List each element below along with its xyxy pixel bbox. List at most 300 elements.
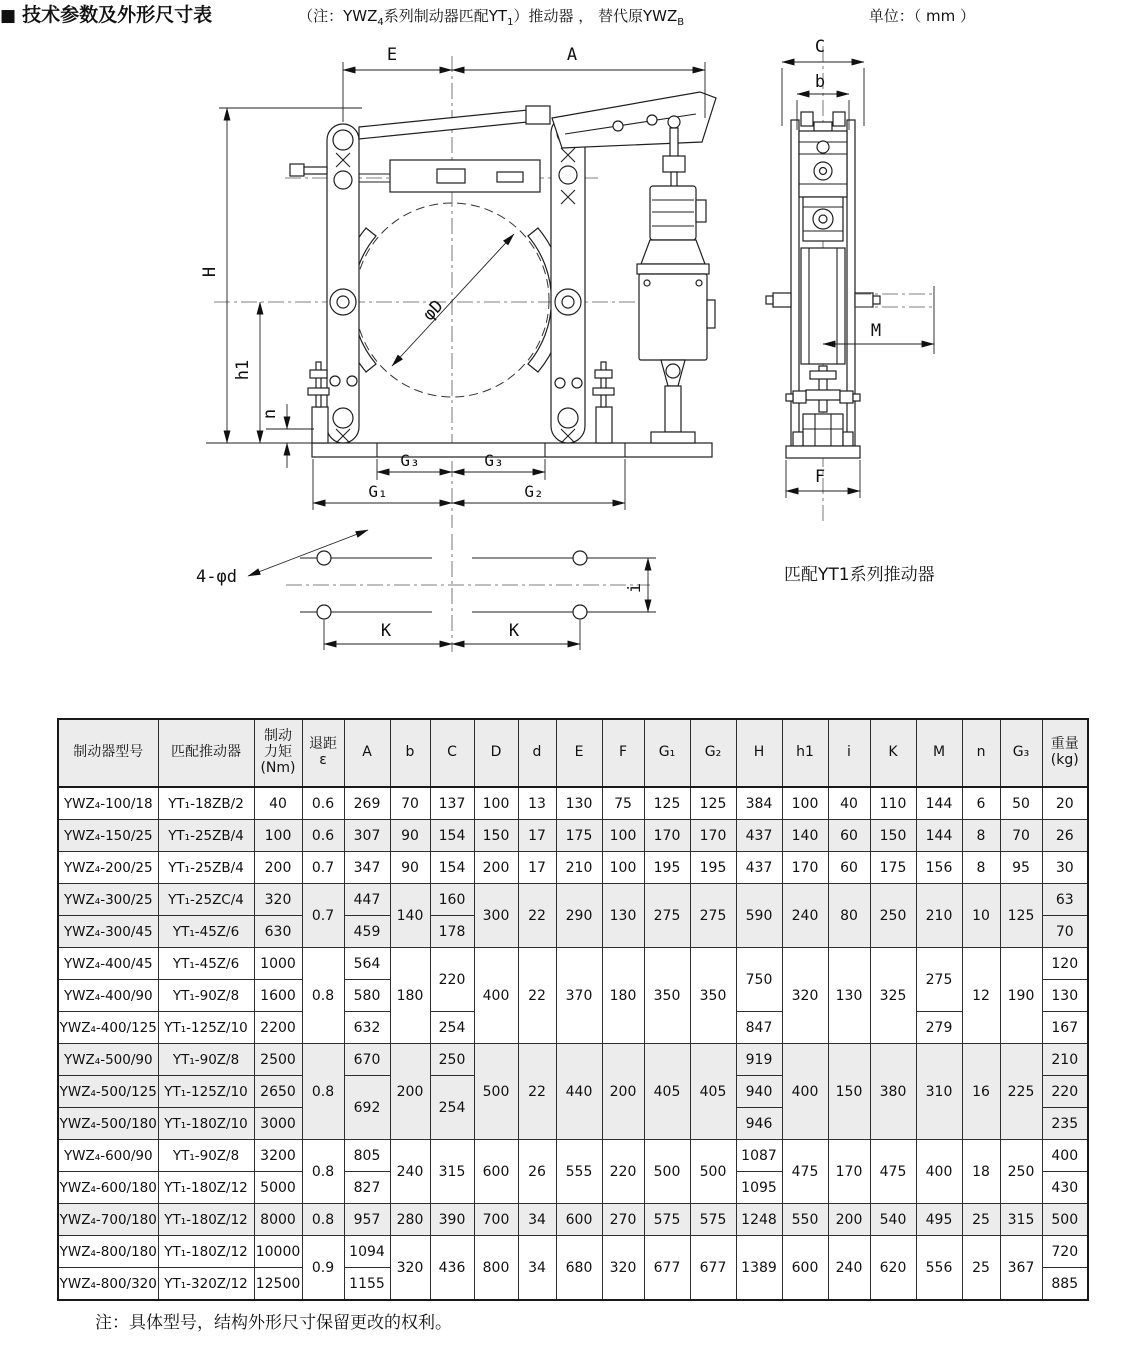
table-cell: 0.8: [302, 1140, 344, 1204]
table-cell: 275: [916, 948, 962, 1012]
table-cell: 175: [556, 820, 602, 852]
table-cell: 1155: [344, 1268, 390, 1301]
table-cell: 137: [430, 787, 474, 820]
table-cell: 384: [736, 787, 782, 820]
column-header: 制动 力矩 (Nm): [254, 719, 302, 787]
table-cell: 30: [1042, 852, 1088, 884]
table-cell: 125: [644, 787, 690, 820]
table-cell: 150: [474, 820, 518, 852]
table-row: [58, 1140, 1088, 1172]
foundation-bolt-left: [308, 362, 329, 443]
table-cell: 250: [430, 1044, 474, 1076]
table-cell: 2200: [254, 1012, 302, 1044]
dim-label-m: M: [870, 321, 882, 341]
table-cell: 70: [1000, 820, 1042, 852]
table-cell: 130: [602, 884, 644, 948]
table-cell: 847: [736, 1012, 782, 1044]
table-cell: 0.8: [302, 948, 344, 1044]
mounting-hole: [573, 551, 587, 565]
dim-label-g2: G₂: [524, 482, 544, 501]
dim-label-f: F: [814, 467, 826, 487]
column-header: G₂: [690, 719, 736, 787]
table-cell: 154: [430, 852, 474, 884]
table-cell: 144: [916, 787, 962, 820]
table-cell: 210: [556, 852, 602, 884]
table-cell: 459: [344, 916, 390, 948]
table-row: [58, 948, 1088, 980]
table-cell: 620: [870, 1236, 916, 1301]
table-cell: 235: [1042, 1108, 1088, 1140]
table-cell: 13: [518, 787, 556, 820]
table-cell: 10: [962, 884, 1000, 948]
table-cell: 0.7: [302, 852, 344, 884]
table-cell: 350: [644, 948, 690, 1044]
bottom-dimensions: [196, 530, 656, 650]
table-cell: 195: [690, 852, 736, 884]
table-header-row: [58, 719, 1088, 787]
table-row: [58, 820, 1088, 852]
table-cell: 280: [390, 1204, 430, 1236]
bottom-view: [196, 530, 935, 652]
table-cell: 300: [474, 884, 518, 948]
table-cell: 0.6: [302, 787, 344, 820]
table-cell: 405: [690, 1044, 736, 1140]
table-cell: 160: [430, 884, 474, 916]
table-cell: 16: [962, 1044, 1000, 1140]
table-cell: 240: [782, 884, 828, 948]
table-row: [58, 884, 1088, 916]
table-cell: 957: [344, 1204, 390, 1236]
dim-label-i: i: [625, 582, 645, 594]
release-lever: [552, 92, 716, 148]
table-cell: 310: [916, 1044, 962, 1140]
table-cell: 8: [962, 852, 1000, 884]
table-cell: 80: [828, 884, 870, 948]
foundation-bolt-right: [593, 362, 614, 443]
table-cell: 805: [344, 1140, 390, 1172]
table-cell: 320: [254, 884, 302, 916]
table-cell: YT₁-45Z/6: [158, 948, 254, 980]
table-cell: 225: [1000, 1044, 1042, 1140]
table-cell: 500: [690, 1140, 736, 1204]
table-cell: 500: [1042, 1204, 1088, 1236]
table-cell: 240: [828, 1236, 870, 1301]
table-cell: 575: [690, 1204, 736, 1236]
table-cell: 100: [254, 820, 302, 852]
column-header: b: [390, 719, 430, 787]
table-cell: 1087: [736, 1140, 782, 1172]
column-header: 制动器型号: [58, 719, 158, 787]
table-cell: 275: [690, 884, 736, 948]
table-cell: 270: [602, 1204, 644, 1236]
table-cell: 100: [602, 820, 644, 852]
table-cell: 400: [916, 1140, 962, 1204]
table-cell: 170: [644, 820, 690, 852]
table-cell: 2650: [254, 1076, 302, 1108]
table-cell: 200: [828, 1204, 870, 1236]
table-cell: 154: [430, 820, 474, 852]
table-cell: 720: [1042, 1236, 1088, 1268]
table-cell: 400: [782, 1044, 828, 1140]
table-cell: 140: [390, 884, 430, 948]
table-cell: YT₁-180Z/12: [158, 1204, 254, 1236]
dim-label-h1: h1: [233, 359, 253, 381]
table-cell: YWZ₄-500/125: [58, 1076, 158, 1108]
column-header: H: [736, 719, 782, 787]
table-cell: 150: [828, 1044, 870, 1140]
table-cell: 90: [390, 820, 430, 852]
column-header: A: [344, 719, 390, 787]
dim-label-h: H: [200, 266, 220, 278]
table-cell: 437: [736, 852, 782, 884]
table-cell: 130: [1042, 980, 1088, 1012]
table-cell: YWZ₄-600/180: [58, 1172, 158, 1204]
table-cell: 50: [1000, 787, 1042, 820]
table-cell: 22: [518, 948, 556, 1044]
table-cell: 5000: [254, 1172, 302, 1204]
spec-table: [57, 718, 1089, 1301]
technical-drawing: [0, 0, 1145, 660]
table-cell: YWZ₄-700/180: [58, 1204, 158, 1236]
table-cell: 325: [870, 948, 916, 1044]
footnote: 注：具体型号，结构外形尺寸保留更改的权利。: [95, 1313, 452, 1333]
table-cell: 540: [870, 1204, 916, 1236]
table-cell: 692: [344, 1076, 390, 1140]
table-row: [58, 1044, 1088, 1076]
table-cell: 170: [828, 1140, 870, 1204]
table-cell: 3200: [254, 1140, 302, 1172]
table-cell: 10000: [254, 1236, 302, 1268]
table-cell: 63: [1042, 884, 1088, 916]
table-cell: 40: [254, 787, 302, 820]
table-cell: 632: [344, 1012, 390, 1044]
table-cell: YT₁-125Z/10: [158, 1076, 254, 1108]
table-cell: 1000: [254, 948, 302, 980]
table-cell: 17: [518, 820, 556, 852]
table-cell: 22: [518, 1044, 556, 1140]
table-cell: 167: [1042, 1012, 1088, 1044]
table-cell: 556: [916, 1236, 962, 1301]
table-row: [58, 852, 1088, 884]
column-header: d: [518, 719, 556, 787]
table-cell: 200: [254, 852, 302, 884]
table-cell: 110: [870, 787, 916, 820]
table-cell: YWZ₄-300/45: [58, 916, 158, 948]
table-cell: 156: [916, 852, 962, 884]
table-cell: 220: [1042, 1076, 1088, 1108]
table-cell: 190: [1000, 948, 1042, 1044]
table-cell: 436: [430, 1236, 474, 1301]
dim-label-c: C: [814, 37, 826, 57]
table-cell: 144: [916, 820, 962, 852]
table-cell: 0.8: [302, 1044, 344, 1140]
hydraulic-thruster: [637, 128, 715, 443]
table-cell: 12: [962, 948, 1000, 1044]
table-cell: 140: [782, 820, 828, 852]
table-cell: 1389: [736, 1236, 782, 1301]
spring-housing: [359, 160, 540, 192]
table-cell: 3000: [254, 1108, 302, 1140]
column-header: G₃: [1000, 719, 1042, 787]
table-cell: 34: [518, 1204, 556, 1236]
table-cell: 170: [690, 820, 736, 852]
table-cell: YWZ₄-200/25: [58, 852, 158, 884]
table-cell: 1094: [344, 1236, 390, 1268]
table-cell: YT₁-25ZB/4: [158, 852, 254, 884]
table-cell: 290: [556, 884, 602, 948]
table-cell: 500: [644, 1140, 690, 1204]
thruster-match-note: 匹配YT1系列推动器: [784, 565, 935, 585]
table-cell: 18: [962, 1140, 1000, 1204]
table-cell: 269: [344, 787, 390, 820]
table-cell: YT₁-25ZC/4: [158, 884, 254, 916]
table-cell: 26: [518, 1140, 556, 1204]
table-cell: 600: [556, 1204, 602, 1236]
table-cell: 120: [1042, 948, 1088, 980]
table-cell: 1600: [254, 980, 302, 1012]
table-cell: 6: [962, 787, 1000, 820]
table-cell: 347: [344, 852, 390, 884]
table-cell: YWZ₄-500/180: [58, 1108, 158, 1140]
dim-label-g3-right: G₃: [484, 451, 504, 470]
table-cell: 254: [430, 1012, 474, 1044]
table-cell: 250: [870, 884, 916, 948]
table-cell: 25: [962, 1236, 1000, 1301]
table-cell: YT₁-180Z/12: [158, 1172, 254, 1204]
table-cell: 405: [644, 1044, 690, 1140]
dim-label-4-phi-d: 4-φd: [196, 567, 237, 587]
table-cell: 475: [870, 1140, 916, 1204]
table-cell: YT₁-125Z/10: [158, 1012, 254, 1044]
table-cell: 8000: [254, 1204, 302, 1236]
table-cell: 320: [602, 1236, 644, 1301]
table-cell: 195: [644, 852, 690, 884]
table-cell: 130: [828, 948, 870, 1044]
table-cell: 279: [916, 1012, 962, 1044]
side-body: [766, 112, 880, 458]
column-header: E: [556, 719, 602, 787]
section-title: [0, 0, 212, 27]
table-cell: 95: [1000, 852, 1042, 884]
table-cell: YWZ₄-400/125: [58, 1012, 158, 1044]
table-cell: YT₁-90Z/8: [158, 1044, 254, 1076]
table-cell: 670: [344, 1044, 390, 1076]
table-cell: 8: [962, 820, 1000, 852]
table-cell: 240: [390, 1140, 430, 1204]
table-cell: 175: [870, 852, 916, 884]
table-cell: 26: [1042, 820, 1088, 852]
table-cell: 550: [782, 1204, 828, 1236]
column-header: 退距 ε: [302, 719, 344, 787]
table-cell: 475: [782, 1140, 828, 1204]
side-view: [766, 37, 936, 522]
column-header: C: [430, 719, 474, 787]
table-cell: 600: [474, 1140, 518, 1204]
table-cell: 125: [1000, 884, 1042, 948]
table-cell: 125: [690, 787, 736, 820]
dim-label-n: n: [260, 408, 280, 420]
column-header: K: [870, 719, 916, 787]
note-sub-1: 1: [507, 17, 514, 28]
table-cell: 600: [782, 1236, 828, 1301]
table-cell: 440: [556, 1044, 602, 1140]
table-cell: 200: [602, 1044, 644, 1140]
base-plate: [312, 443, 712, 457]
table-cell: 25: [962, 1204, 1000, 1236]
dim-label-k-right: K: [508, 621, 520, 641]
table-cell: 275: [644, 884, 690, 948]
column-header: F: [602, 719, 644, 787]
table-cell: 2500: [254, 1044, 302, 1076]
table-cell: 940: [736, 1076, 782, 1108]
table-cell: 430: [1042, 1172, 1088, 1204]
table-cell: 220: [430, 948, 474, 1012]
table-cell: 400: [1042, 1140, 1088, 1172]
table-cell: YT₁-45Z/6: [158, 916, 254, 948]
table-cell: 178: [430, 916, 474, 948]
table-cell: 700: [474, 1204, 518, 1236]
dim-label-g1: G₁: [368, 482, 388, 501]
table-cell: 677: [644, 1236, 690, 1301]
table-cell: 22: [518, 884, 556, 948]
table-cell: YT₁-90Z/8: [158, 980, 254, 1012]
table-cell: 500: [474, 1044, 518, 1140]
table-cell: YT₁-180Z/12: [158, 1236, 254, 1268]
table-cell: 575: [644, 1204, 690, 1236]
table-cell: 885: [1042, 1268, 1088, 1301]
table-cell: 254: [430, 1076, 474, 1140]
table-cell: 12500: [254, 1268, 302, 1301]
table-cell: 370: [556, 948, 602, 1044]
spec-table-body: [58, 787, 1088, 1300]
table-cell: YWZ₄-400/45: [58, 948, 158, 980]
table-cell: YWZ₄-300/25: [58, 884, 158, 916]
table-cell: 680: [556, 1236, 602, 1301]
table-cell: 564: [344, 948, 390, 980]
table-cell: 210: [916, 884, 962, 948]
table-cell: 437: [736, 820, 782, 852]
table-cell: 390: [430, 1204, 474, 1236]
table-cell: YT₁-90Z/8: [158, 1140, 254, 1172]
table-cell: 100: [474, 787, 518, 820]
table-cell: 210: [1042, 1044, 1088, 1076]
table-cell: 946: [736, 1108, 782, 1140]
table-cell: 800: [474, 1236, 518, 1301]
column-header: n: [962, 719, 1000, 787]
mounting-hole: [317, 605, 331, 619]
column-header: 重量 (kg): [1042, 719, 1088, 787]
dim-label-g3-left: G₃: [400, 451, 420, 470]
table-cell: 60: [828, 852, 870, 884]
dim-label-phi-d: φD: [419, 296, 448, 325]
column-header: i: [828, 719, 870, 787]
table-cell: 447: [344, 884, 390, 916]
table-cell: YWZ₄-800/180: [58, 1236, 158, 1268]
table-cell: 70: [390, 787, 430, 820]
dim-label-a: A: [566, 45, 578, 65]
table-cell: 315: [430, 1140, 474, 1204]
table-cell: 250: [1000, 1140, 1042, 1204]
column-header: M: [916, 719, 962, 787]
table-cell: 1248: [736, 1204, 782, 1236]
table-cell: 20: [1042, 787, 1088, 820]
table-cell: 200: [474, 852, 518, 884]
table-row: [58, 1204, 1088, 1236]
table-cell: 40: [828, 787, 870, 820]
table-cell: 180: [390, 948, 430, 1044]
table-cell: 367: [1000, 1236, 1042, 1301]
table-cell: 60: [828, 820, 870, 852]
table-cell: 919: [736, 1044, 782, 1076]
table-cell: YWZ₄-500/90: [58, 1044, 158, 1076]
table-cell: YT₁-25ZB/4: [158, 820, 254, 852]
dim-label-e: E: [386, 45, 398, 65]
mounting-hole: [317, 551, 331, 565]
mounting-hole: [573, 605, 587, 619]
table-cell: 180: [602, 948, 644, 1044]
table-cell: YT₁-180Z/10: [158, 1108, 254, 1140]
table-cell: 75: [602, 787, 644, 820]
table-cell: 400: [474, 948, 518, 1044]
dim-label-k-left: K: [380, 621, 392, 641]
unit-label: 单位：（ mm ）: [868, 7, 975, 25]
table-cell: 100: [602, 852, 644, 884]
table-cell: 0.8: [302, 1204, 344, 1236]
note-sub-b: B: [677, 17, 685, 28]
table-cell: 580: [344, 980, 390, 1012]
column-header: 匹配推动器: [158, 719, 254, 787]
section-note: （注：$YWZ_4$系列制动器匹配$YT_1$）推动器 ， 替代原$YWZ_B$: [298, 7, 685, 28]
table-cell: YT₁-18ZB/2: [158, 787, 254, 820]
table-cell: 0.6: [302, 820, 344, 852]
square-bullet-icon: ■: [0, 6, 17, 26]
table-cell: 350: [690, 948, 736, 1044]
table-cell: YWZ₄-400/90: [58, 980, 158, 1012]
table-cell: 555: [556, 1140, 602, 1204]
table-cell: 34: [518, 1236, 556, 1301]
table-cell: 100: [782, 787, 828, 820]
table-cell: 590: [736, 884, 782, 948]
table-cell: YWZ₄-100/18: [58, 787, 158, 820]
table-cell: 750: [736, 948, 782, 1012]
table-cell: YWZ₄-150/25: [58, 820, 158, 852]
section-header: [0, 0, 975, 28]
table-row: [58, 1236, 1088, 1268]
table-cell: YT₁-320Z/12: [158, 1268, 254, 1301]
table-cell: 677: [690, 1236, 736, 1301]
column-header: h1: [782, 719, 828, 787]
table-cell: 90: [390, 852, 430, 884]
table-cell: 380: [870, 1044, 916, 1140]
table-cell: YWZ₄-800/320: [58, 1268, 158, 1301]
table-cell: 200: [390, 1044, 430, 1140]
front-view: [200, 45, 716, 528]
table-cell: YWZ₄-600/90: [58, 1140, 158, 1172]
table-row: [58, 787, 1088, 820]
table-cell: 220: [602, 1140, 644, 1204]
right-brake-arm: [551, 116, 585, 443]
table-cell: 315: [1000, 1204, 1042, 1236]
table-cell: 150: [870, 820, 916, 852]
column-header: D: [474, 719, 518, 787]
table-cell: 827: [344, 1172, 390, 1204]
note-sub-4: 4: [377, 17, 384, 28]
table-cell: 495: [916, 1204, 962, 1236]
table-cell: 320: [390, 1236, 430, 1301]
table-cell: 0.7: [302, 884, 344, 948]
table-cell: 0.9: [302, 1236, 344, 1301]
table-cell: 320: [782, 948, 828, 1044]
